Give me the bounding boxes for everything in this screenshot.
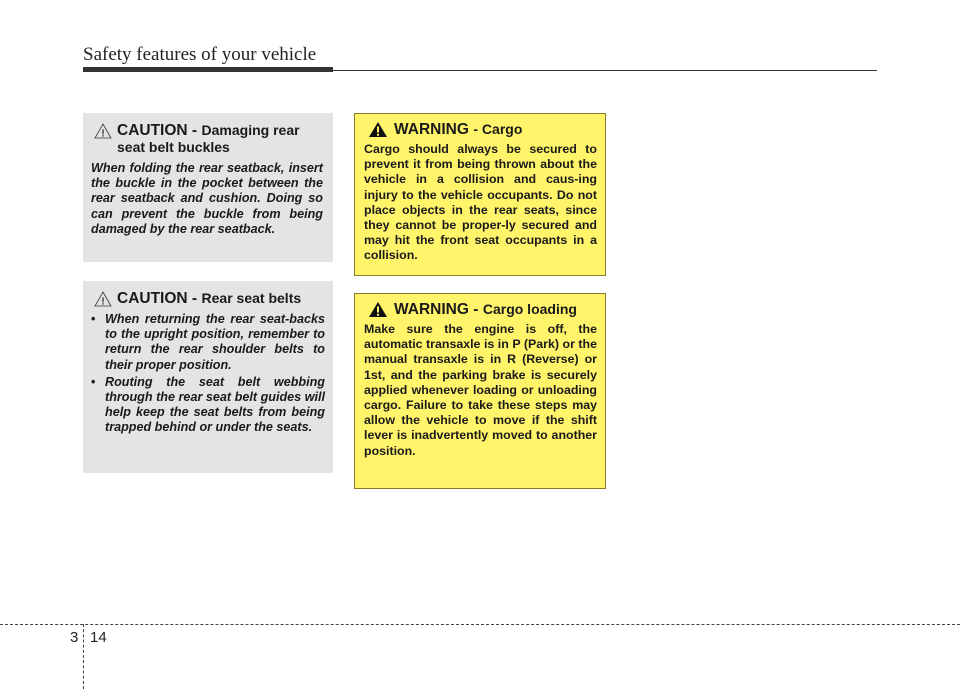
warning-box-cargo	[354, 113, 606, 276]
caution-heading	[91, 290, 325, 307]
bullet-glyph: •	[91, 374, 96, 389]
page-number: 14	[90, 629, 107, 646]
warning-body-text: Cargo should always be secured to prevent it from being thrown about the vehicle in a collision and caus-ing injury to the vehicle occupants. Do not place objects in the rear seats, since they cannot be proper-ly secured and may hit the front seat occupants in a collision.	[364, 142, 597, 263]
caution-label: CAUTION -	[117, 122, 198, 139]
warning-topic: Cargo loading	[482, 301, 577, 317]
list-item-text: Routing the seat belt webbing through the rear seat belt guides will help keep the seat belts from being trapped behind or under the seats.	[105, 374, 325, 435]
warning-topic: - Cargo	[473, 121, 523, 137]
caution-heading	[91, 122, 325, 156]
warning-label: WARNING -	[394, 301, 479, 318]
warning-triangle-solid-icon	[368, 301, 388, 318]
caution-label: CAUTION -	[117, 290, 198, 307]
caution-body-text: When folding the rear seatback, insert the buckle in the pocket between the rear seatback and cushion. Doing so can prevent the buckle from being damaged by the rear seatback.	[91, 161, 323, 236]
caution-box-seat-belt-buckles	[83, 113, 333, 262]
warning-label: WARNING	[394, 121, 469, 138]
caution-box-rear-seat-belts	[83, 281, 333, 473]
caution-topic: Damaging rear seat belt buckles	[117, 122, 300, 155]
caution-triangle-outline-icon	[94, 123, 112, 139]
footer-divider	[83, 624, 84, 689]
warning-heading	[364, 301, 597, 318]
list-item	[91, 312, 325, 373]
bullet-glyph: •	[91, 312, 96, 326]
caution-topic: Rear seat belts	[201, 290, 302, 306]
caution-triangle-outline-icon	[94, 291, 112, 307]
page-header-title: Safety features of your vehicle	[83, 44, 317, 65]
warning-triangle-solid-icon	[368, 121, 388, 138]
warning-body-text: Make sure the engine is off, the automatic transaxle is in P (Park) or the manual transaxle is in R (Reverse) or 1st, and the parking brake is securely applied whenever loading or unloading cargo. Failure to take these steps may allow the vehicle to move if the shift lever is inadvertently moved to another position.	[364, 322, 597, 458]
list-item-text: When returning the rear seat-backs to the upright position, remember to return the rear shoulder belts to their proper position.	[105, 312, 325, 372]
header-rule-thin	[83, 70, 877, 71]
caution-bullet-list	[91, 312, 325, 436]
page-chapter-number: 3	[70, 629, 79, 646]
warning-heading	[364, 121, 597, 138]
list-item	[91, 375, 325, 436]
svg-text:!: !	[101, 128, 105, 139]
warning-box-cargo-loading	[354, 293, 606, 489]
svg-text:!: !	[101, 296, 105, 307]
footer-rule	[0, 624, 960, 625]
